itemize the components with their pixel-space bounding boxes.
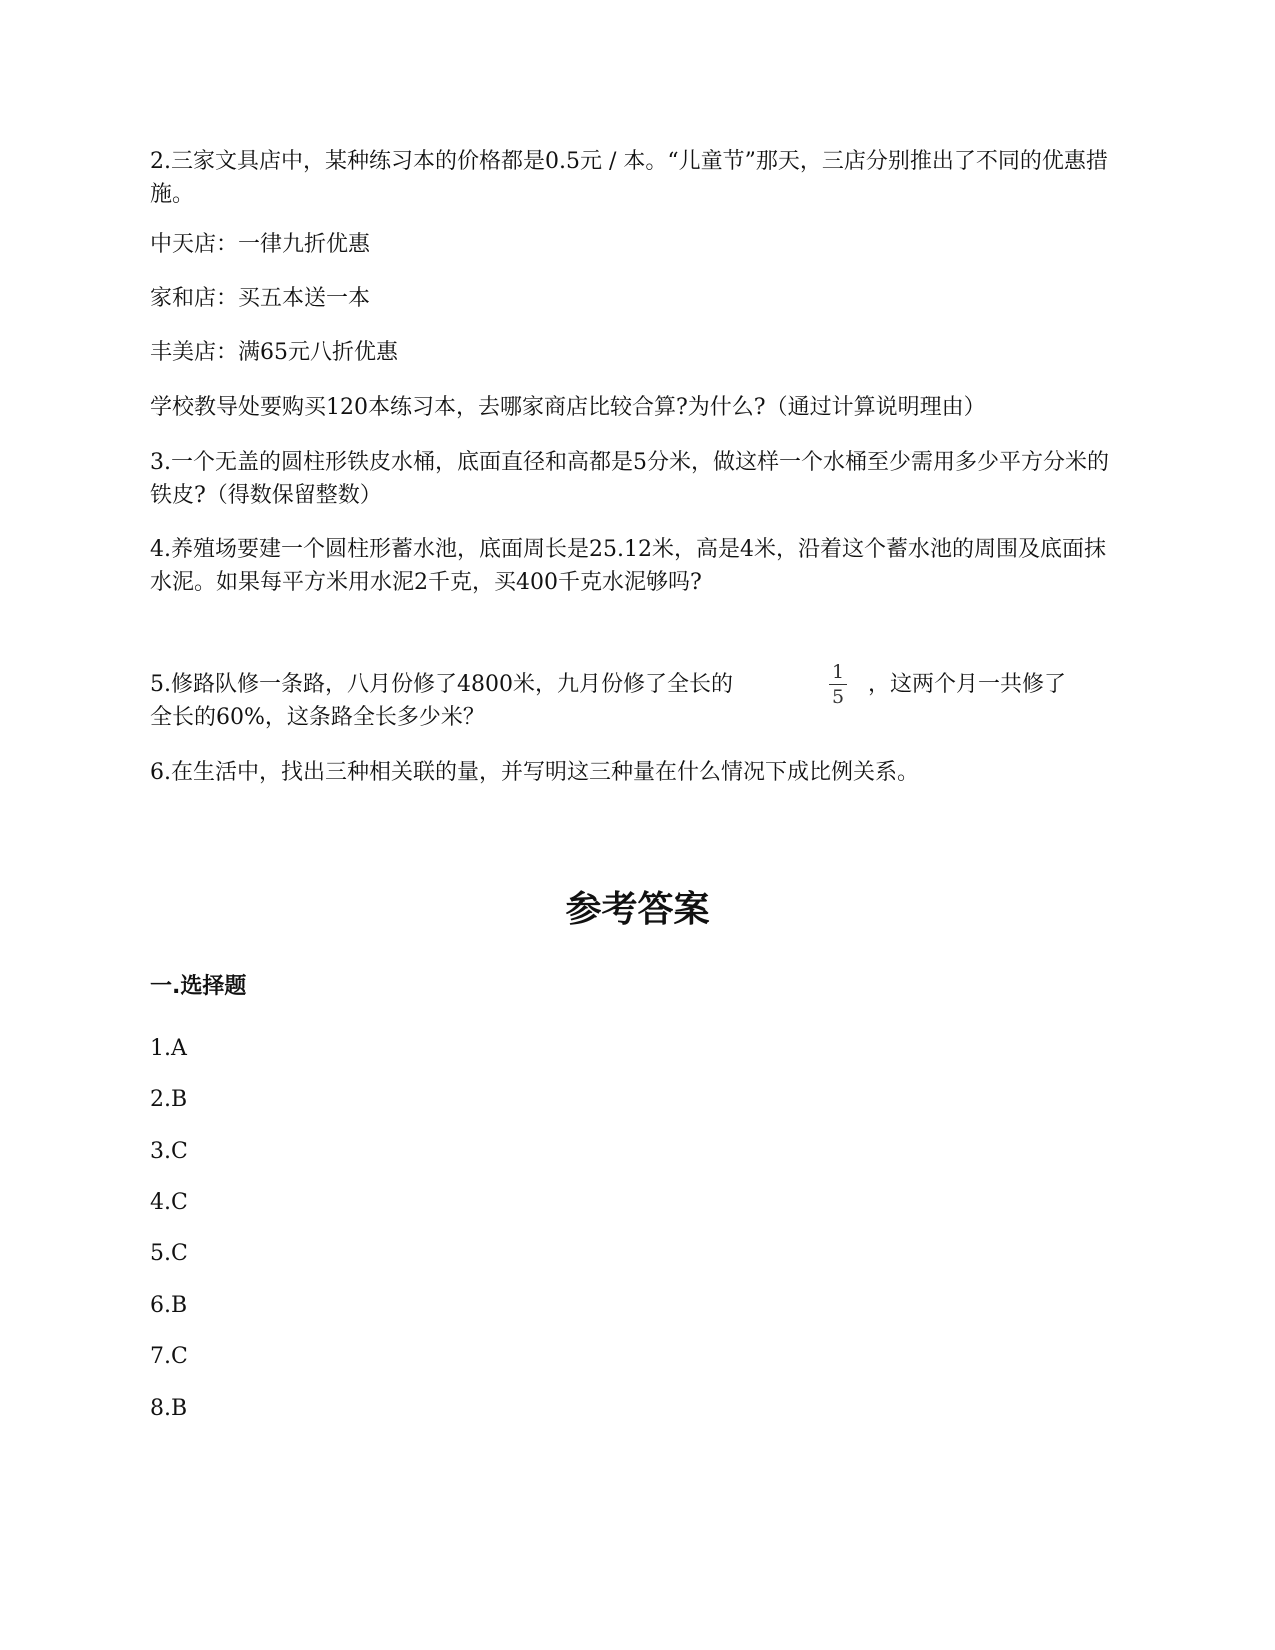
fraction-numerator: 1 [831,661,845,683]
question-4-text: 4.养殖场要建一个圆柱形蓄水池，底面周长是25.12米，高是4米，沿着这个蓄水池的周围及底面抹水泥。如果每平方米用水泥2千克，买400千克水泥够吗? [150,537,1106,595]
fraction-bar [829,684,847,685]
answer-item: 4.C [150,1190,188,1215]
question-2-prompt: 学校教导处要购买120本练习本，去哪家商店比较合算?为什么?（通过计算说明理由） [150,395,986,420]
question-2-store-2: 家和店：买五本送一本 [150,286,371,311]
question-5-text-end: ，这两个月一共修了 [868,672,1067,697]
answer-item: 3.C [150,1139,188,1164]
section-title-multiple-choice: 一.选择题 [150,974,247,999]
question-6-text: 6.在生活中，找出三种相关联的量，并写明这三种量在什么情况下成比例关系。 [150,760,919,785]
question-3-text: 3.一个无盖的圆柱形铁皮水桶，底面直径和高都是5分米，做这样一个水桶至少需用多少平方分米的铁皮?（得数保留整数） [150,450,1109,508]
fraction-one-fifth [826,662,850,707]
answer-item: 5.C [150,1241,188,1266]
answer-item: 8.B [150,1396,188,1421]
answer-item: 2.B [150,1087,188,1112]
question-5-text-start: 5.修路队修一条路，八月份修了4800米，九月份修了全长的 [150,672,733,697]
question-2-store-3: 丰美店：满65元八折优惠 [150,340,398,365]
fraction-denominator: 5 [831,686,845,708]
answer-item: 1.A [150,1036,187,1061]
answer-item: 6.B [150,1293,188,1318]
answer-key-heading: 参考答案 [565,889,710,930]
question-2-text: 2.三家文具店中，某种练习本的价格都是0.5元 / 本。“儿童节”那天，三店分别推出了不同的优惠措施。 [150,149,1108,207]
answer-item: 7.C [150,1344,188,1369]
question-5-text-line2: 全长的60%，这条路全长多少米？ [150,705,485,730]
question-2-store-1: 中天店：一律九折优惠 [150,232,371,257]
